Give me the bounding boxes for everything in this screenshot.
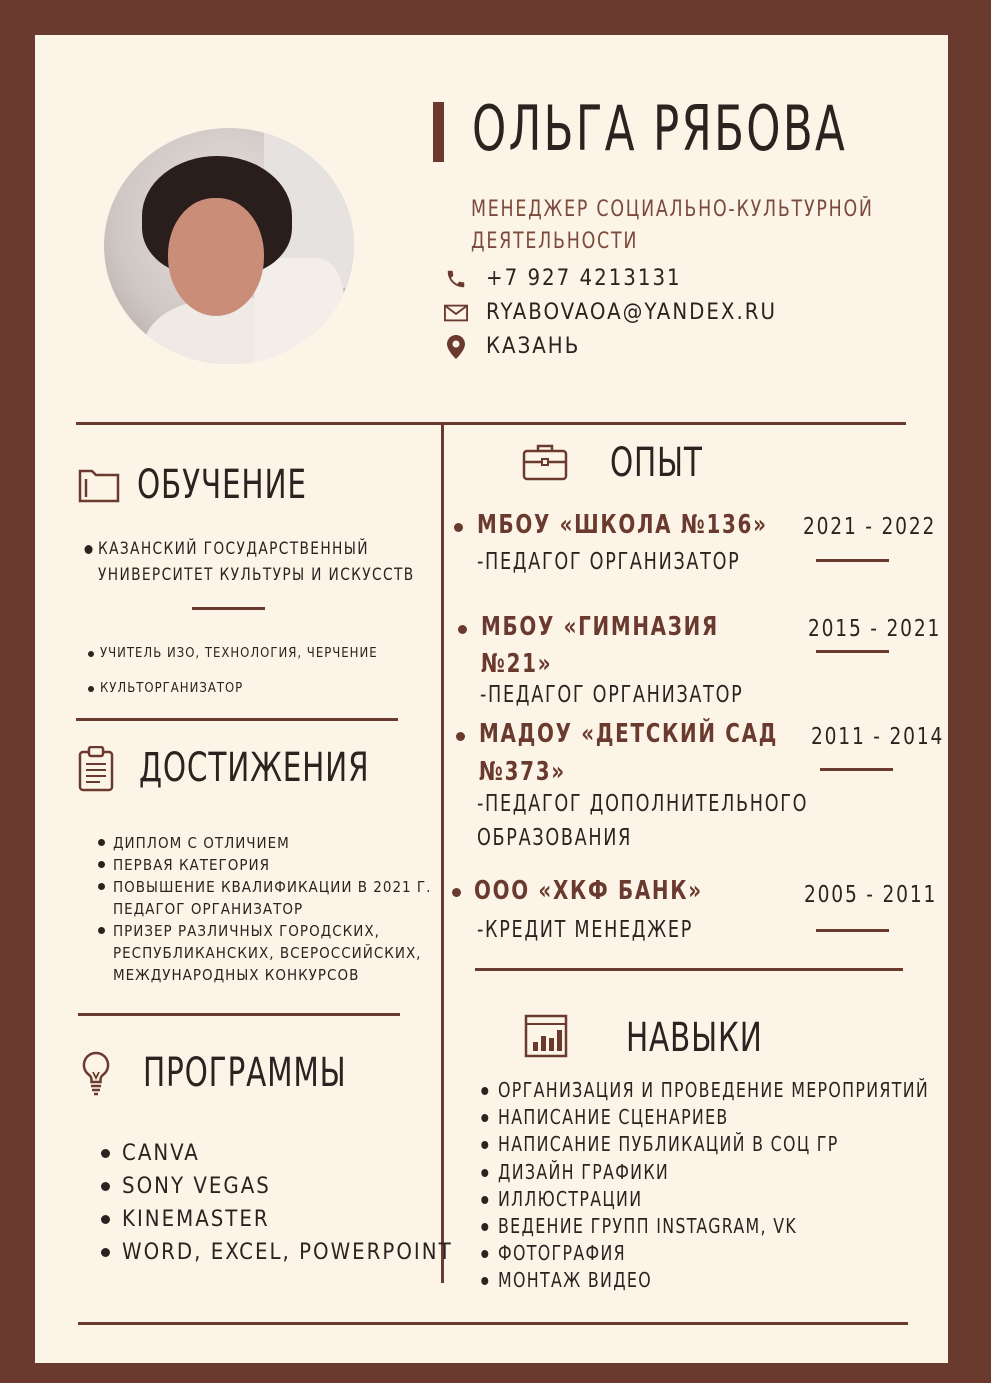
achievements-title: ДОСТИЖЕНИЯ	[139, 745, 370, 791]
skill-item: НАПИСАНИЕ ПУБЛИКАЦИЙ В СОЦ ГР	[498, 1131, 929, 1158]
programs-title: ПРОГРАММЫ	[143, 1050, 347, 1096]
job-years: 2021 - 2022	[803, 514, 937, 540]
job-role: -ПЕДАГОГ ДОПОЛНИТЕЛЬНОГО	[477, 791, 809, 817]
phone-icon	[444, 267, 468, 291]
contact-city	[444, 334, 580, 359]
phone-number: +7 927 4213131	[486, 266, 682, 291]
bar-chart-icon	[524, 1014, 568, 1062]
job-role: -КРЕДИТ МЕНЕДЖЕР	[477, 917, 694, 943]
education-specialty-2: КУЛЬТОРГАНИЗАТОР	[100, 681, 243, 696]
education-university: КАЗАНСКИЙ ГОСУДАРСТВЕННЫЙ УНИВЕРСИТЕТ КУЛЬТУРЫ И ИСКУССТВ	[98, 536, 415, 588]
job-org-line2: №21»	[481, 649, 553, 679]
experience-divider	[475, 968, 903, 971]
program-item: CANVA	[122, 1137, 453, 1170]
skills-title: НАВЫКИ	[626, 1015, 763, 1061]
envelope-icon	[444, 301, 468, 325]
job-title-line2: ДЕЯТЕЛЬНОСТИ	[471, 229, 639, 254]
contact-phone	[444, 266, 682, 291]
job-bullet	[454, 523, 463, 532]
skill-item: ВЕДЕНИЕ ГРУПП INSTAGRAM, VK	[498, 1213, 929, 1240]
job-org: МАДОУ «ДЕТСКИЙ САД	[479, 719, 779, 749]
profile-photo	[104, 128, 354, 364]
job-title-line1: МЕНЕДЖЕР СОЦИАЛЬНО-КУЛЬТУРНОЙ	[471, 197, 874, 222]
achievements-list	[113, 832, 431, 986]
skill-item: ОРГАНИЗАЦИЯ И ПРОВЕДЕНИЕ МЕРОПРИЯТИЙ	[498, 1077, 929, 1104]
achievement-item: ПОВЫШЕНИЕ КВАЛИФИКАЦИИ В 2021 Г.	[113, 876, 431, 898]
job-org: МБОУ «ГИМНАЗИЯ	[481, 612, 719, 642]
job-bullet	[452, 888, 461, 897]
education-divider	[76, 718, 398, 721]
folder-icon	[78, 467, 120, 507]
achievement-item-cont: ПЕДАГОГ ОРГАНИЗАТОР	[113, 900, 304, 918]
education-title: ОБУЧЕНИЕ	[137, 462, 307, 508]
job-bullet	[458, 625, 467, 634]
skill-item: МОНТАЖ ВИДЕО	[498, 1267, 929, 1294]
achievement-item-cont: МЕЖДУНАРОДНЫХ КОНКУРСОВ	[113, 966, 360, 984]
job-years: 2011 - 2014	[811, 724, 945, 750]
lightbulb-icon	[80, 1050, 112, 1100]
skills-list	[498, 1077, 929, 1295]
skill-item: ДИЗАЙН ГРАФИКИ	[498, 1159, 929, 1186]
achievement-item: ПРИЗЕР РАЗЛИЧНЫХ ГОРОДСКИХ,	[113, 920, 431, 942]
education-specialty-1: УЧИТЕЛЬ ИЗО, ТЕХНОЛОГИЯ, ЧЕРЧЕНИЕ	[100, 646, 378, 661]
achievement-item-cont: РЕСПУБЛИКАНСКИХ, ВСЕРОССИЙСКИХ,	[113, 944, 422, 962]
job-bullet	[456, 732, 465, 741]
clipboard-icon	[78, 746, 114, 796]
contact-email	[444, 300, 777, 325]
job-year-underline	[820, 768, 893, 771]
job-role: -ПЕДАГОГ ОРГАНИЗАТОР	[480, 682, 744, 708]
job-years: 2005 - 2011	[804, 882, 938, 908]
job-year-underline	[816, 929, 889, 932]
city-name: КАЗАНЬ	[486, 334, 581, 359]
program-item: KINEMASTER	[122, 1203, 453, 1236]
skill-item: НАПИСАНИЕ СЦЕНАРИЕВ	[498, 1104, 929, 1131]
program-item: SONY VEGAS	[122, 1170, 453, 1203]
header-divider	[76, 422, 906, 425]
footer-divider	[78, 1322, 908, 1325]
job-title	[471, 194, 874, 258]
programs-list	[122, 1137, 453, 1269]
briefcase-icon	[522, 442, 568, 486]
job-org-line2: №373»	[479, 757, 566, 787]
education-short-divider	[192, 607, 265, 610]
person-name: ОЛЬГА РЯБОВА	[472, 92, 848, 165]
job-year-underline	[816, 650, 889, 653]
job-role: -ПЕДАГОГ ОРГАНИЗАТОР	[477, 549, 741, 575]
skill-item: ИЛЛЮСТРАЦИИ	[498, 1186, 929, 1213]
program-item: WORD, EXCEL, POWERPOINT	[122, 1236, 453, 1269]
job-role-line2: ОБРАЗОВАНИЯ	[477, 825, 633, 851]
job-years: 2015 - 2021	[808, 616, 942, 642]
achievement-item: ДИПЛОМ С ОТЛИЧИЕМ	[113, 832, 431, 854]
skill-item: ФОТОГРАФИЯ	[498, 1240, 929, 1267]
location-pin-icon	[444, 335, 468, 359]
name-accent-bar	[433, 102, 444, 162]
job-org: МБОУ «ШКОЛА №136»	[477, 510, 768, 540]
achievement-item: ПЕРВАЯ КАТЕГОРИЯ	[113, 854, 431, 876]
email-address: RYABOVAOA@YANDEX.RU	[486, 300, 777, 325]
job-year-underline	[816, 559, 889, 562]
achievements-divider	[78, 1013, 400, 1016]
experience-title: ОПЫТ	[610, 440, 703, 486]
job-org: ООО «ХКФ БАНК»	[474, 876, 703, 906]
